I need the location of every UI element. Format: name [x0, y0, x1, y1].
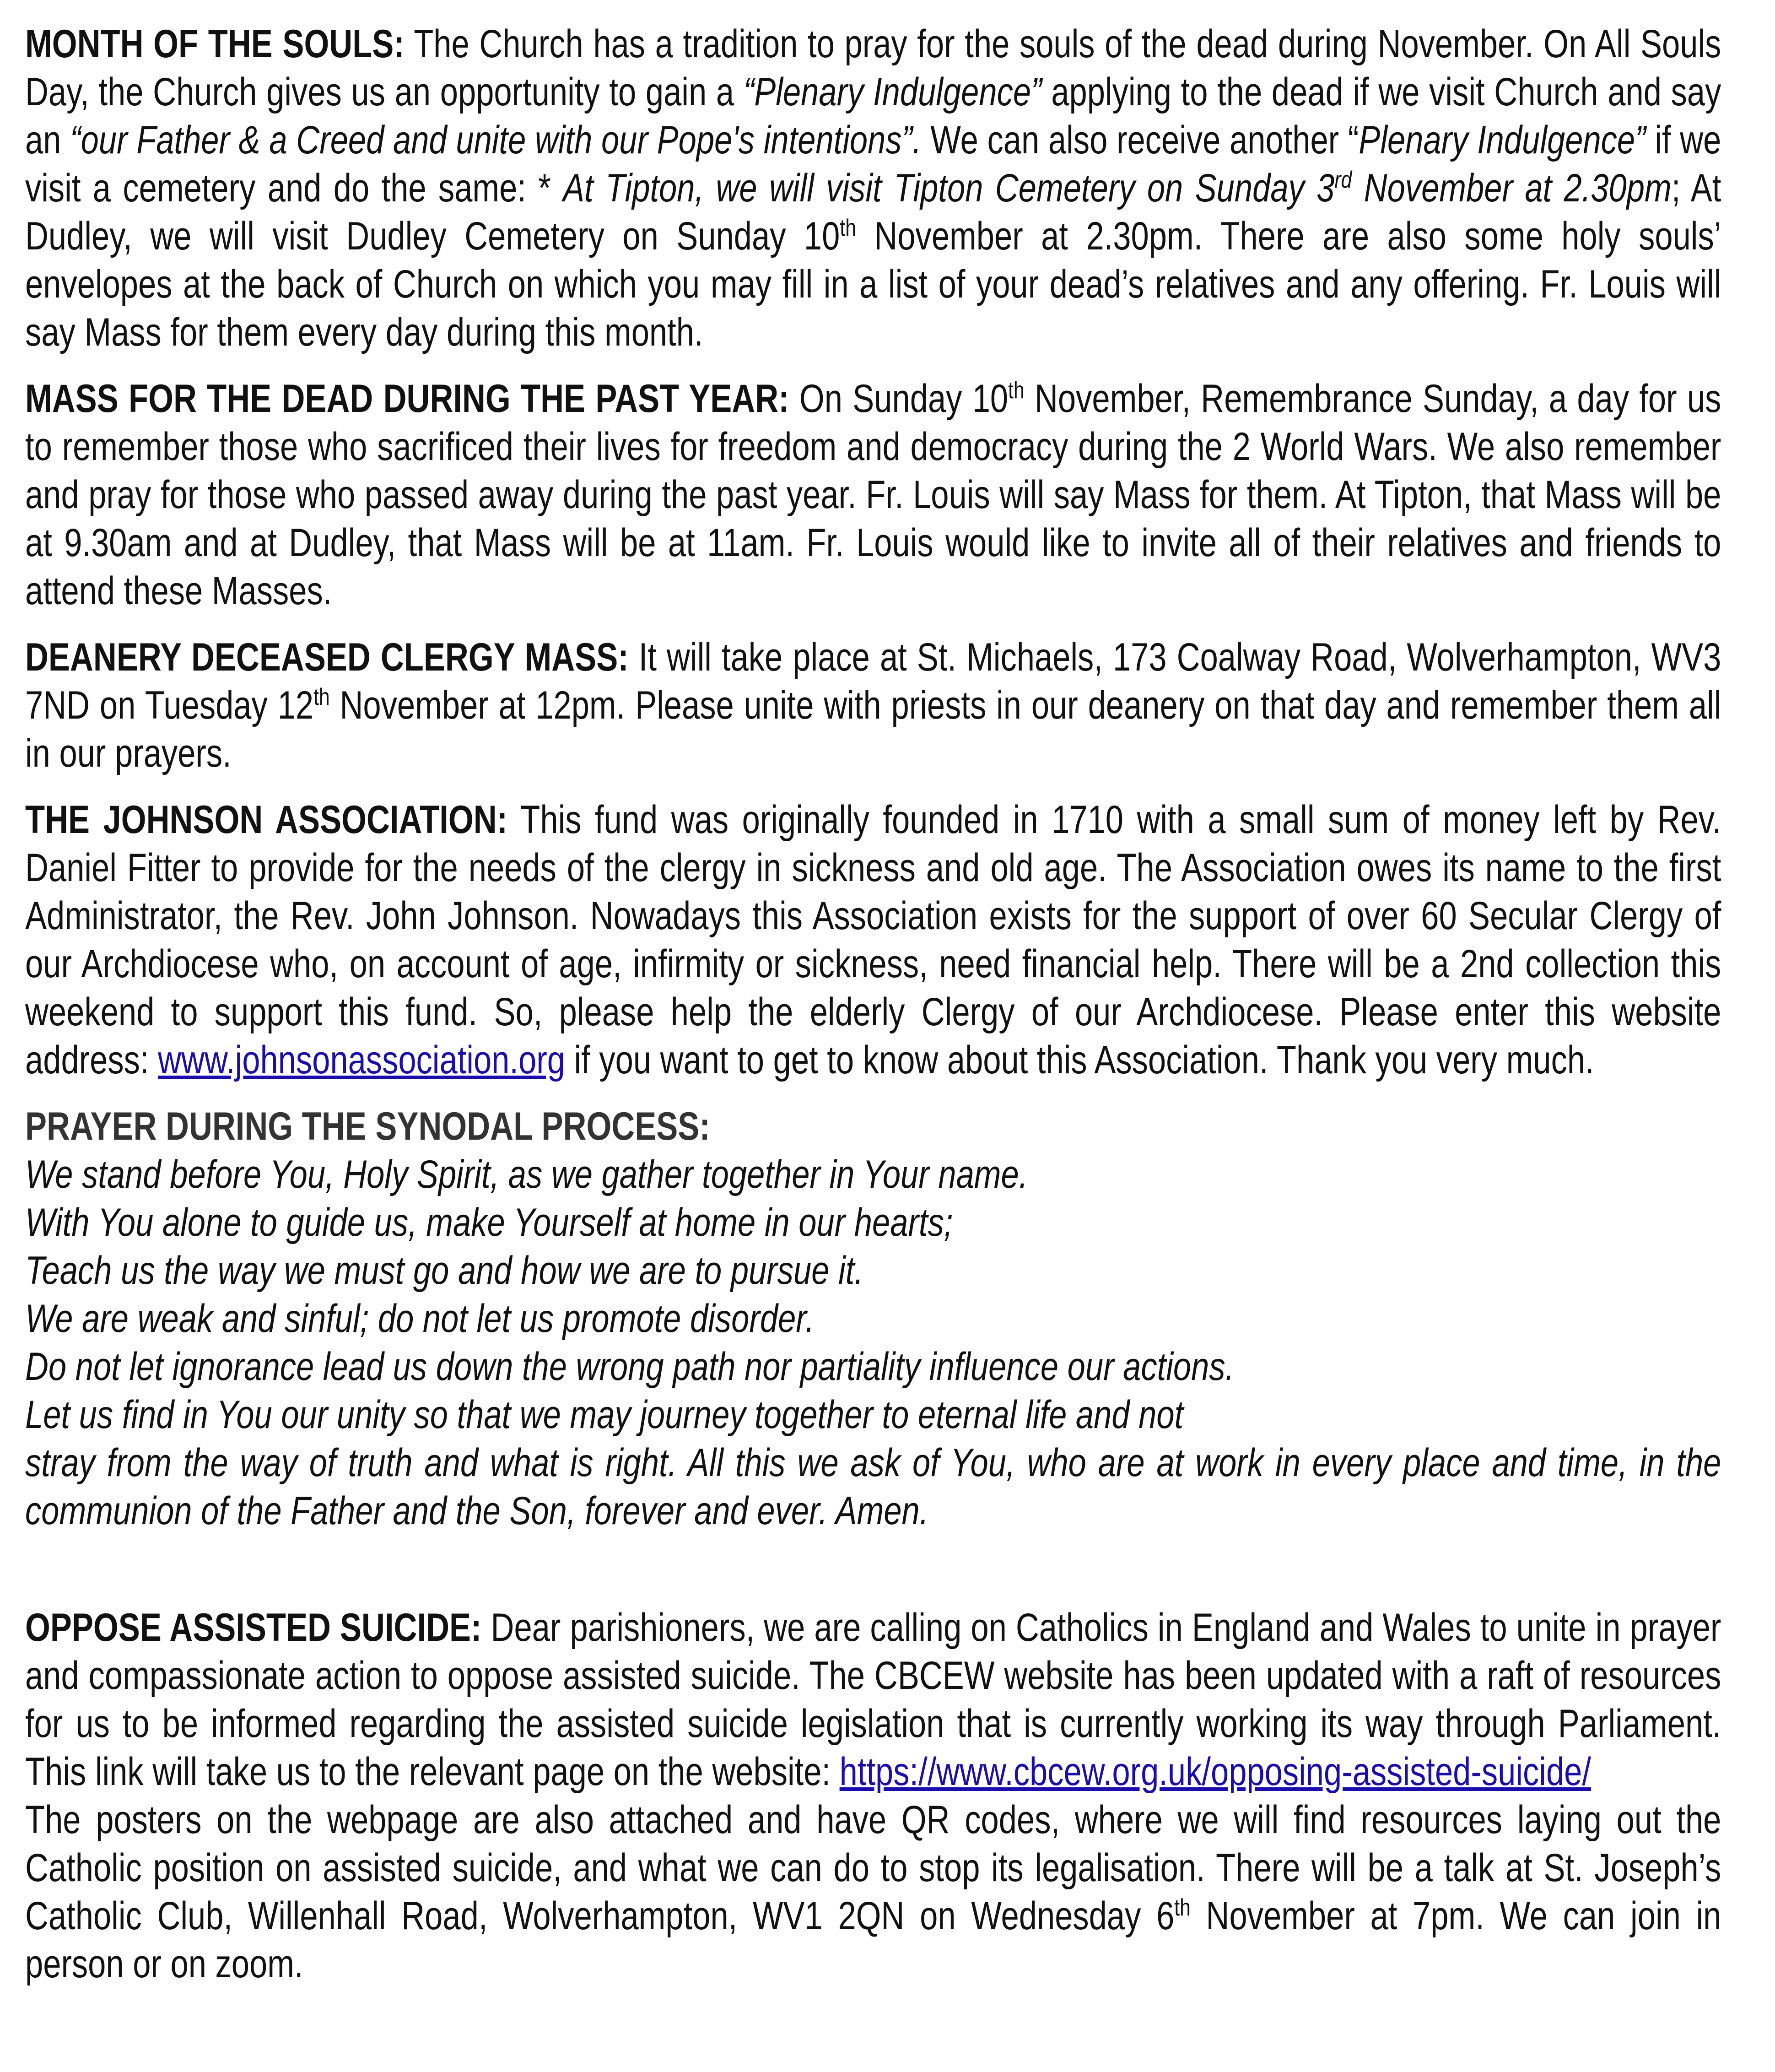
text: applying to the dead if we visit Church and say an — [25, 70, 1721, 162]
deanery-paragraph — [25, 633, 1721, 778]
section-deanery-mass — [25, 633, 1721, 778]
prayer-line: stray from the way of truth and what is right. All this we ask of You, who are at work in every place and time, in the communion of the Father and the Son, forever and ever. Amen. — [25, 1441, 1721, 1533]
text: Dear parishioners, we are calling on Catholics in England and Wales to unite in prayer and compassionate action to oppose assisted suicide. The CBCEW website has been updated with a raft of resources for us to be informed regarding the assisted suicide legislation that is currently working its way through Parliament. This link will take us to the relevant page on the website: — [25, 1606, 1721, 1794]
johnson-heading: THE JOHNSON ASSOCIATION: — [25, 798, 508, 842]
mass-dead-paragraph — [25, 375, 1721, 615]
text: The Church has a tradition to pray for the souls of the dead during November. On All Souls Day, the Church gives us an opportunity to gain a — [25, 22, 1721, 114]
prayer-line: We stand before You, Holy Spirit, as we gather together in Your name. — [25, 1152, 1028, 1196]
section-johnson-association — [25, 796, 1721, 1084]
text: November at 12pm. Please unite with priests in our deanery on that day and remember them all in our prayers. — [25, 683, 1721, 775]
cbcew-link[interactable]: https://www.cbcew.org.uk/opposing-assisted-suicide/ — [839, 1750, 1591, 1794]
johnson-website-link[interactable]: www.johnsonassociation.org — [158, 1038, 565, 1082]
assisted-heading: OPPOSE ASSISTED SUICIDE: — [25, 1606, 482, 1650]
deanery-heading: DEANERY DECEASED CLERGY MASS: — [25, 635, 629, 679]
prayer-line: With You alone to guide us, make Yourself at home in our hearts; — [25, 1201, 953, 1244]
section-mass-for-dead — [25, 375, 1721, 615]
text: November, Remembrance Sunday, a day for us to remember those who sacrificed their lives for freedom and democracy during the 2 World Wars. We also remember and pray for those who passed away during the past year. Fr. Louis will say Mass for them. At Tipton, that Mass will be at 9.30am and at Dudley, that Mass will be at 11am. Fr. Louis would like to invite all of their relatives and friends to attend these Masses. — [25, 377, 1721, 613]
month-souls-paragraph — [25, 20, 1721, 357]
mass-dead-heading: MASS FOR THE DEAD DURING THE PAST YEAR: — [25, 377, 789, 421]
prayer-line: Do not let ignorance lead us down the wrong path nor partiality influence our actions. — [25, 1345, 1235, 1389]
month-souls-heading: MONTH OF THE SOULS: — [25, 22, 405, 66]
text: November at 7pm. We can join in person or on zoom. — [25, 1894, 1721, 1986]
superscript: th — [1174, 1894, 1191, 1921]
assisted-paragraph-2 — [25, 1796, 1721, 1988]
text-italic: “our Father & a Creed and unite with our Pope's intentions”. — [70, 118, 922, 162]
johnson-paragraph — [25, 796, 1721, 1084]
text-italic: Plenary Indulgence” — [1359, 118, 1646, 162]
section-synodal-prayer — [25, 1103, 1721, 1535]
superscript: th — [840, 215, 856, 241]
prayer-line: Let us find in You our unity so that we may journey together to eternal life and not — [25, 1393, 1184, 1437]
prayer-line: We are weak and sinful; do not let us promote disorder. — [25, 1297, 815, 1341]
prayer-heading: PRAYER DURING THE SYNODAL PROCESS: — [25, 1104, 710, 1148]
text: if you want to get to know about this Association. Thank you very much. — [565, 1038, 1594, 1082]
superscript: th — [1008, 377, 1025, 404]
assisted-paragraph — [25, 1604, 1721, 1796]
text: if we visit a cemetery and do the same: * — [25, 118, 1721, 210]
text-italic: At Tipton, we will visit Tipton Cemetery on Sunday 3 — [563, 166, 1335, 210]
text: The posters on the webpage are also attached and have QR codes, where we will find resources laying out the Catholic position on assisted suicide, and what we can do to stop its legalisation. There will be a talk at St. Joseph’s Catholic Club, Willenhall Road, Wolverhampton, WV1 2QN on Wednesday 6 — [25, 1798, 1721, 1938]
text: This fund was originally founded in 1710 with a small sum of money left by Rev. Daniel Fitter to provide for the needs of the clergy in sickness and old age. The Association owes its name to the first Administrator, the Rev. John Johnson. Nowadays this Association exists for the support of over 60 Secular Clergy of our Archdiocese who, on account of age, infirmity or sickness, need financial help. There will be a 2nd collection this weekend to support this fund. So, please help the elderly Clergy of our Archdiocese. Please enter this website address: — [25, 798, 1721, 1082]
text: November at 2.30pm. There are also some holy souls’ envelopes at the back of Church on which you may fill in a list of your dead’s relatives and any offering. Fr. Louis will say Mass for them every day during this month. — [25, 214, 1721, 354]
text: ; At Dudley, we will visit Dudley Cemetery on Sunday 10 — [25, 166, 1721, 258]
bulletin-content — [25, 20, 1721, 1988]
prayer-line: Teach us the way we must go and how we are to pursue it. — [25, 1249, 863, 1293]
text: We can also receive another “ — [921, 118, 1359, 162]
text-italic: “Plenary Indulgence” — [743, 70, 1042, 114]
superscript: th — [313, 684, 330, 710]
text: On Sunday 10 — [789, 377, 1009, 421]
text: It will take place at St. Michaels, 173 Coalway Road, Wolverhampton, WV3 7ND on Tuesday 12 — [25, 635, 1721, 727]
section-assisted-suicide — [25, 1604, 1721, 1988]
superscript: rd — [1334, 167, 1352, 193]
section-month-of-souls — [25, 20, 1721, 357]
text-italic: November at 2.30pm — [1352, 166, 1672, 210]
